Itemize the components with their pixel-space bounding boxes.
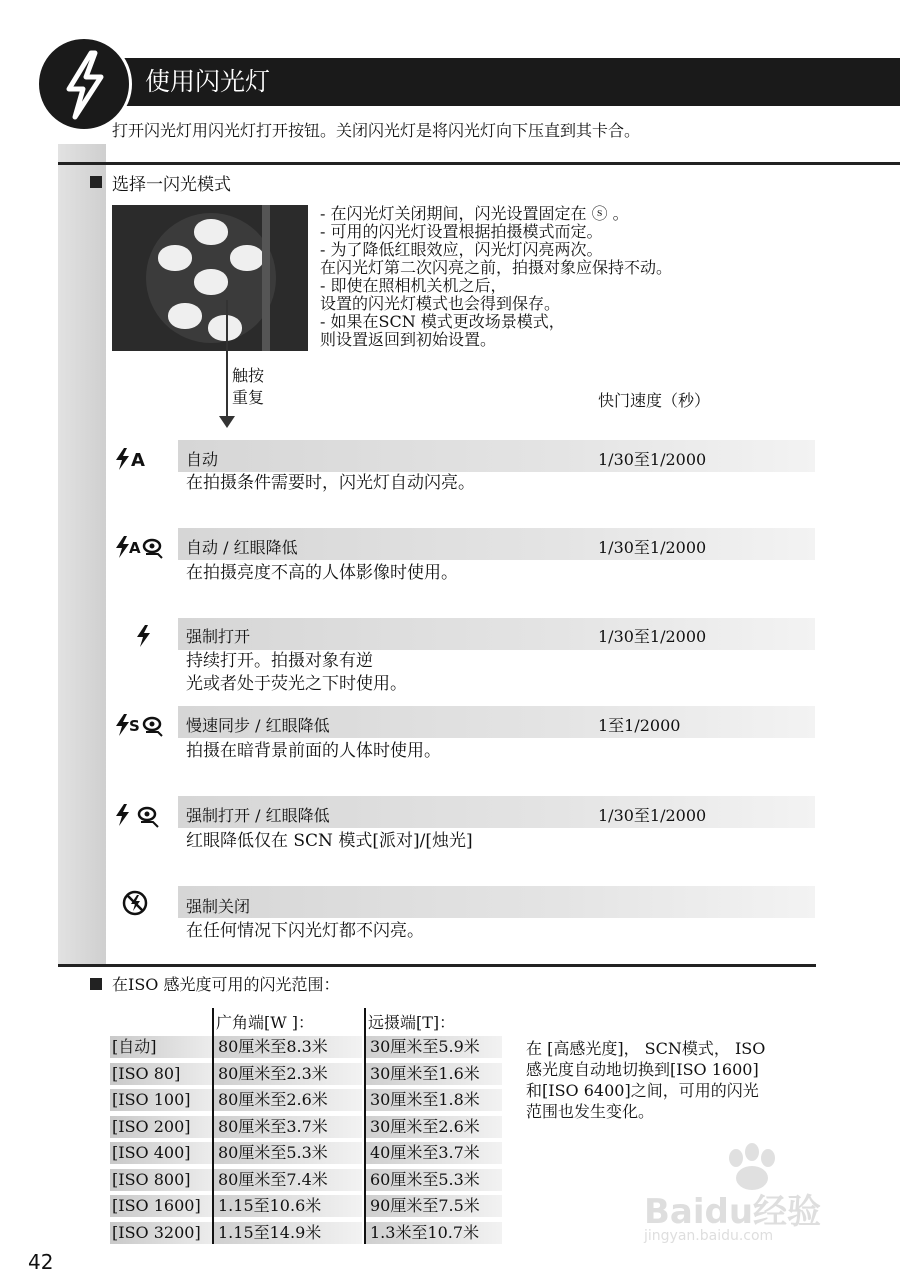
note-line: 设置的闪光灯模式也会得到保存。 (320, 294, 561, 313)
mode-name: 自动 / 红眼降低 (186, 538, 298, 557)
page-number: 42 (28, 1250, 54, 1274)
svg-text:A: A (129, 539, 141, 557)
note-line: 在闪光灯第二次闪亮之前，拍摄对象应保持不动。 (320, 258, 673, 277)
watermark-url: jingyan.baidu.com (644, 1228, 774, 1244)
mode-description: 红眼降低仅在 SCN 模式[派对]/[烛光] (186, 831, 473, 851)
mode-speed: 1/30至1/2000 (598, 450, 707, 469)
mode-description: 在任何情况下闪光灯都不闪亮。 (186, 921, 424, 941)
wide-range-cell: 80厘米至7.4米 (218, 1169, 328, 1189)
mode-description: 拍摄在暗背景前面的人体时使用。 (186, 741, 441, 761)
note-line: - 可用的闪光灯设置根据拍摄模式而定。 (320, 222, 603, 241)
note-line: 则设置返回到初始设置。 (320, 330, 497, 349)
mode-speed: 1至1/2000 (598, 716, 681, 735)
flash-slow-sync-redeye-icon (112, 710, 170, 740)
tele-range-cell: 30厘米至1.6米 (370, 1063, 480, 1083)
note-line: - 为了降低红眼效应，闪光灯闪亮两次。 (320, 240, 603, 259)
wide-range-cell: 1.15至10.6米 (218, 1196, 322, 1215)
section-title-select-mode: 选择一闪光模式 (112, 175, 231, 195)
touch-repeat-label: 触按 重复 (232, 366, 265, 407)
section-rule-top (58, 162, 900, 165)
flash-icon (39, 39, 129, 129)
wide-range-cell: 80厘米至2.3米 (218, 1063, 328, 1083)
arrow-down-icon (219, 416, 235, 428)
tele-range-cell: 60厘米至5.3米 (370, 1169, 480, 1189)
mode-description: 在拍摄条件需要时，闪光灯自动闪亮。 (186, 473, 475, 493)
tele-range-cell: 40厘米至3.7米 (370, 1143, 480, 1162)
col-header-wide: 广角端[W ]： (216, 1013, 315, 1032)
note-line: - 如果在SCN 模式更改场景模式， (320, 312, 565, 331)
iso-cell: [ISO 1600] (112, 1196, 201, 1215)
flash-forced-off-icon (112, 888, 170, 918)
mode-speed: 1/30至1/2000 (598, 627, 707, 646)
mode-speed: 1/30至1/2000 (598, 806, 707, 825)
iso-cell: [ISO 400] (112, 1143, 191, 1162)
baidu-watermark (640, 1140, 860, 1250)
svg-text:S: S (129, 717, 140, 735)
arrow-line (226, 300, 228, 418)
col-header-tele: 远摄端[T]： (368, 1013, 456, 1032)
wide-range-cell: 80厘米至2.6米 (218, 1090, 328, 1109)
section-bullet (90, 176, 102, 188)
section-bullet (90, 978, 102, 990)
wide-range-cell: 1.15至14.9米 (218, 1222, 322, 1242)
mode-description: 在拍摄亮度不高的人体影像时使用。 (186, 563, 458, 583)
flash-auto-redeye-icon (112, 532, 170, 562)
mode-name: 强制打开 / 红眼降低 (186, 806, 330, 825)
notes-list (320, 205, 672, 349)
tele-range-cell: 30厘米至1.8米 (370, 1090, 480, 1109)
mode-name: 强制关闭 (186, 897, 251, 916)
wide-range-cell: 80厘米至3.7米 (218, 1116, 328, 1136)
mode-name: 自动 (186, 450, 219, 469)
intro-text: 打开闪光灯用闪光灯打开按钮。关闭闪光灯是将闪光灯向下压直到其卡合。 (112, 121, 641, 140)
watermark-brand: Baidu经验 (644, 1192, 822, 1232)
mode-speed: 1/30至1/2000 (598, 538, 707, 557)
iso-note: 在 [高感光度]， SCN模式， ISO 感光度自动地切换到[ISO 1600] 和[ISO 6400]之间，可用的闪光 范围也发生变化。 (526, 1039, 766, 1121)
tele-range-cell: 90厘米至7.5米 (370, 1196, 480, 1215)
flash-forced-on-icon (112, 620, 170, 650)
page-title: 使用闪光灯 (145, 67, 271, 96)
section-title-iso-range: 在ISO 感光度可用的闪光范围： (112, 975, 340, 994)
side-stripe (58, 144, 106, 964)
iso-cell: [ISO 80] (112, 1063, 181, 1083)
flash-forced-on-redeye-icon (112, 800, 170, 830)
wide-range-cell: 80厘米至5.3米 (218, 1143, 328, 1162)
tele-range-cell: 30厘米至2.6米 (370, 1116, 480, 1136)
tele-range-cell: 30厘米至5.9米 (370, 1037, 480, 1056)
flash-auto-icon (112, 444, 170, 474)
mode-description: 光或者处于荧光之下时使用。 (186, 674, 407, 694)
tele-range-cell: 1.3米至10.7米 (370, 1222, 480, 1242)
iso-cell: [ISO 3200] (112, 1222, 201, 1242)
mode-name: 强制打开 (186, 627, 251, 646)
iso-cell: [ISO 800] (112, 1169, 191, 1189)
mode-name: 慢速同步 / 红眼降低 (186, 716, 330, 735)
camera-photo (112, 205, 308, 351)
note-line: - 即使在照相机关机之后， (320, 276, 507, 295)
mode-description: 持续打开。拍摄对象有逆 (186, 651, 373, 671)
note-line: - 在闪光灯关闭期间，闪光设置固定在 ⓢ 。 (320, 204, 629, 223)
iso-cell: [ISO 200] (112, 1116, 191, 1136)
shutter-speed-header: 快门速度（秒） (598, 391, 711, 410)
iso-cell: [ISO 100] (112, 1090, 191, 1109)
wide-range-cell: 80厘米至8.3米 (218, 1037, 328, 1056)
section-rule-bottom (58, 964, 816, 967)
svg-text:A: A (131, 450, 145, 471)
iso-cell: [自动] (112, 1037, 157, 1056)
